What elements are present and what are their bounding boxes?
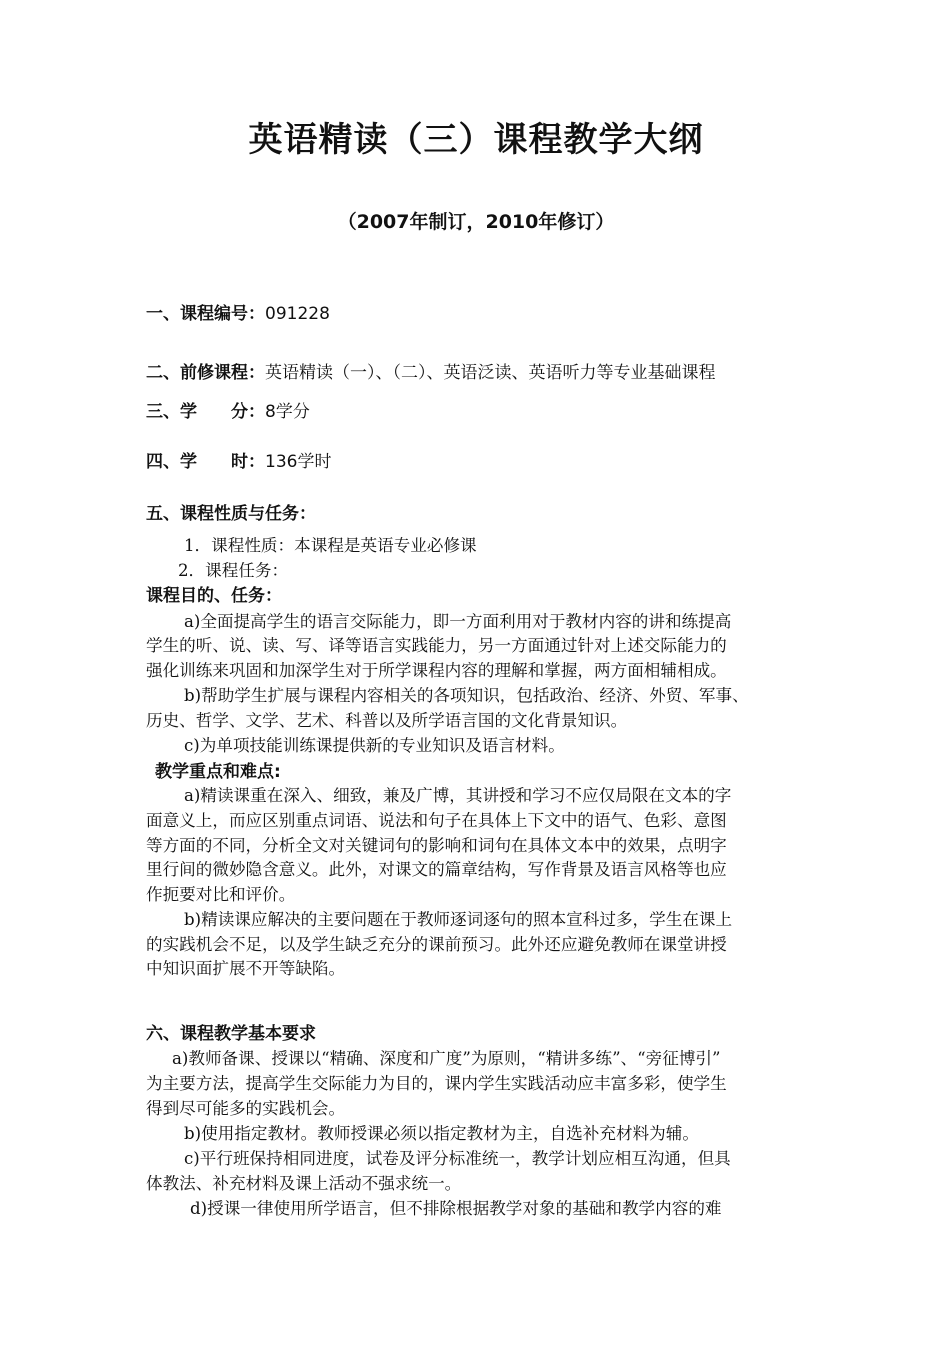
prerequisite-line bbox=[146, 361, 716, 385]
section-6-heading: 六、课程教学基本要求 bbox=[146, 1024, 316, 1044]
key-points-line: a)精读课重在深入、细致，兼及广博，其讲授和学习不应仅局限在文本的字 bbox=[184, 786, 732, 805]
course-code-label: 一、课程编号： bbox=[146, 304, 265, 324]
requirements-line: a)教师备课、授课以“精确、深度和广度”为原则，“精讲多练”、“旁征博引” bbox=[172, 1049, 721, 1068]
requirements-line: 得到尽可能多的实践机会。 bbox=[146, 1099, 346, 1118]
course-nature: 1．课程性质：本课程是英语专业必修课 bbox=[184, 536, 477, 555]
key-points-heading: 教学重点和难点: bbox=[155, 762, 281, 782]
key-points-line: 的实践机会不足，以及学生缺乏充分的课前预习。此外还应避免教师在课堂讲授 bbox=[146, 935, 727, 954]
requirements-line: 体教法、补充材料及课上活动不强求统一。 bbox=[146, 1174, 462, 1193]
goals-line: c)为单项技能训练课提供新的专业知识及语言材料。 bbox=[184, 736, 565, 755]
credits-line bbox=[146, 400, 310, 424]
key-points-line: 等方面的不同，分析全文对关键词句的影响和词句在具体文本中的效果，点明字 bbox=[146, 836, 727, 855]
goals-line: 强化训练来巩固和加深学生对于所学课程内容的理解和掌握，两方面相辅相成。 bbox=[146, 661, 727, 680]
goals-heading: 课程目的、任务： bbox=[146, 586, 282, 606]
goals-line: 学生的听、说、读、写、译等语言实践能力，另一方面通过针对上述交际能力的 bbox=[146, 636, 727, 655]
hours-line bbox=[146, 450, 331, 474]
course-task: 2．课程任务： bbox=[178, 561, 289, 580]
requirements-line: c)平行班保持相同进度，试卷及评分标准统一，教学计划应相互沟通，但具 bbox=[184, 1149, 731, 1168]
prerequisite-value: 英语精读（一）、（二）、英语泛读、英语听力等专业基础课程 bbox=[265, 363, 716, 383]
document-subtitle: （2007年制订，2010年修订） bbox=[337, 211, 615, 233]
course-code-line bbox=[146, 302, 330, 326]
hours-value: 136学时 bbox=[265, 452, 332, 472]
requirements-line: d)授课一律使用所学语言，但不排除根据教学对象的基础和教学内容的难 bbox=[190, 1199, 722, 1218]
document-title: 英语精读（三）课程教学大纲 bbox=[248, 120, 704, 160]
requirements-line: b)使用指定教材。教师授课必须以指定教材为主，自选补充材料为辅。 bbox=[184, 1124, 699, 1143]
key-points-line: 里行间的微妙隐含意义。此外，对课文的篇章结构，写作背景及语言风格等也应 bbox=[146, 860, 727, 879]
goals-line: a)全面提高学生的语言交际能力，即一方面利用对于教材内容的讲和练提高 bbox=[184, 612, 732, 631]
prerequisite-label: 二、前修课程： bbox=[146, 363, 265, 383]
course-code-value: 091228 bbox=[265, 304, 330, 324]
key-points-line: b)精读课应解决的主要问题在于教师逐词逐句的照本宣科过多，学生在课上 bbox=[184, 910, 733, 929]
hours-label: 四、学 时： bbox=[146, 452, 265, 472]
requirements-line: 为主要方法，提高学生交际能力为目的，课内学生实践活动应丰富多彩，使学生 bbox=[146, 1074, 727, 1093]
credits-value: 8学分 bbox=[265, 402, 310, 422]
section-5-heading: 五、课程性质与任务： bbox=[146, 504, 316, 524]
goals-line: 历史、哲学、文学、艺术、科普以及所学语言国的文化背景知识。 bbox=[146, 711, 628, 730]
key-points-line: 作扼要对比和评价。 bbox=[146, 885, 296, 904]
key-points-line: 面意义上，而应区别重点词语、说法和句子在具体上下文中的语气、色彩、意图 bbox=[146, 811, 727, 830]
key-points-line: 中知识面扩展不开等缺陷。 bbox=[146, 959, 346, 978]
goals-line: b)帮助学生扩展与课程内容相关的各项知识，包括政治、经济、外贸、军事、 bbox=[184, 686, 749, 705]
credits-label: 三、学 分： bbox=[146, 402, 265, 422]
